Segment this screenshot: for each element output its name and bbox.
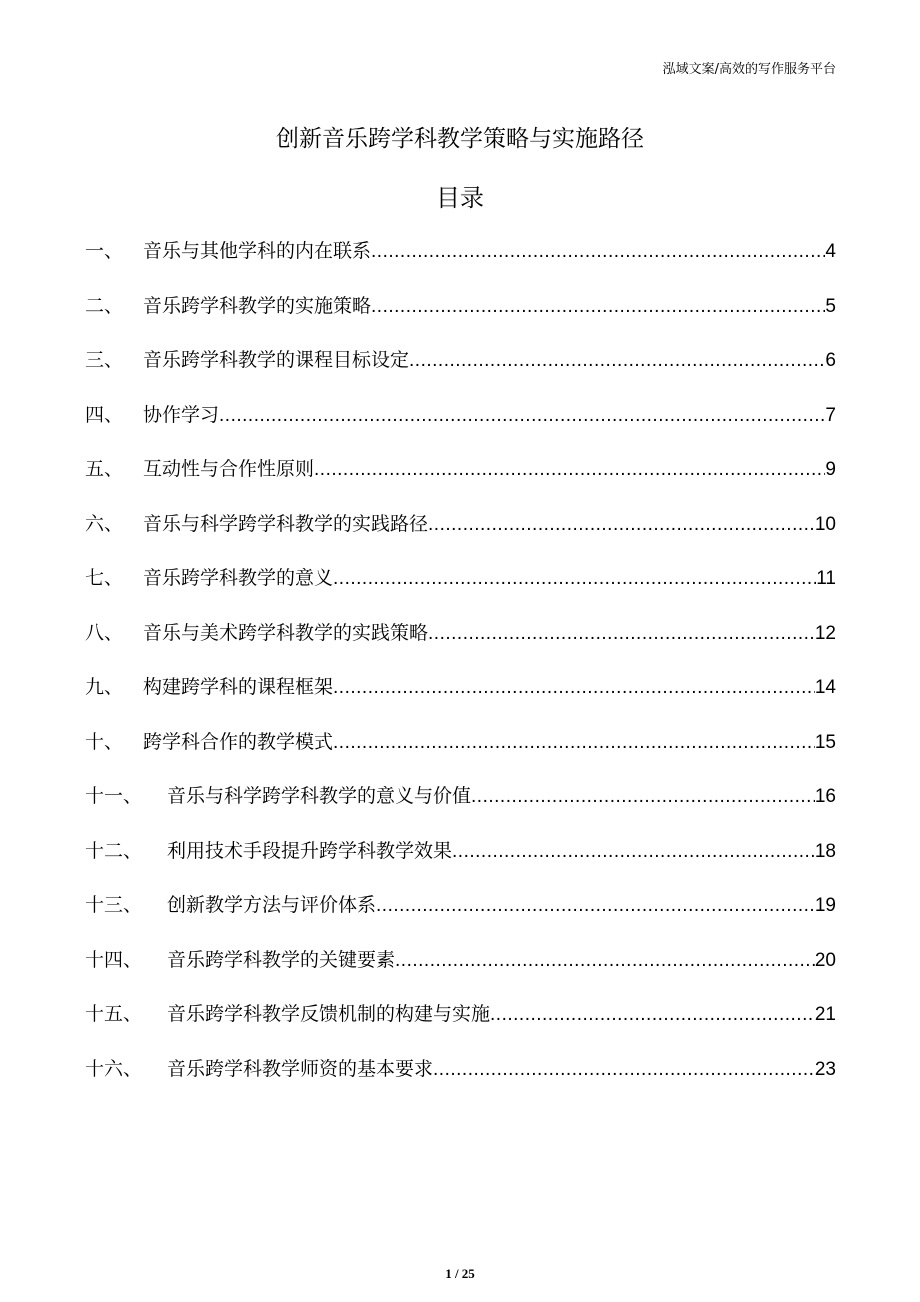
toc-entry-number: 十三、 bbox=[85, 894, 143, 916]
page-number: 1 / 25 bbox=[445, 1266, 475, 1281]
toc-leader-dots bbox=[219, 405, 825, 427]
toc-entry-title: 音乐跨学科教学反馈机制的构建与实施 bbox=[167, 1003, 491, 1025]
toc-entry[interactable] bbox=[85, 563, 836, 618]
toc-entry-page: 19 bbox=[814, 895, 836, 916]
toc-entry-number: 十二、 bbox=[85, 839, 143, 862]
toc-entry-number: 十五、 bbox=[85, 1003, 143, 1025]
toc-entry-page: 23 bbox=[814, 1058, 836, 1080]
toc-entry-title: 音乐与其他学科的内在联系 bbox=[143, 240, 372, 262]
toc-leader-dots bbox=[409, 350, 825, 372]
toc-entry-page: 10 bbox=[814, 513, 836, 535]
toc-entry[interactable] bbox=[85, 509, 836, 564]
toc-entry-number: 二、 bbox=[85, 294, 124, 317]
toc-entry[interactable] bbox=[85, 890, 836, 945]
toc-leader-dots bbox=[333, 677, 815, 699]
toc-leader-dots bbox=[490, 1004, 815, 1026]
toc-entry-title: 音乐跨学科教学的实施策略 bbox=[143, 294, 372, 317]
toc-entry-title: 跨学科合作的教学模式 bbox=[143, 730, 334, 753]
toc-leader-dots bbox=[433, 1059, 815, 1081]
toc-entry-page: 14 bbox=[814, 677, 836, 698]
toc-entry-page: 7 bbox=[825, 404, 836, 426]
toc-entry-number: 七、 bbox=[85, 567, 124, 589]
toc-entry-title: 利用技术手段提升跨学科教学效果 bbox=[167, 839, 453, 862]
toc-entry-page: 15 bbox=[814, 731, 836, 753]
toc-entry[interactable] bbox=[85, 454, 836, 509]
toc-entry[interactable] bbox=[85, 236, 836, 291]
toc-entry-number: 五、 bbox=[85, 458, 124, 480]
toc-entry-title: 音乐与科学跨学科教学的实践路径 bbox=[143, 512, 429, 535]
toc-entry-number: 六、 bbox=[85, 512, 124, 535]
toc-entry-number: 十六、 bbox=[85, 1057, 143, 1080]
toc-entry-title: 音乐跨学科教学的意义 bbox=[143, 567, 334, 589]
toc-entry-page: 20 bbox=[814, 949, 836, 971]
toc-entry[interactable] bbox=[85, 836, 836, 891]
toc-entry-number: 八、 bbox=[85, 621, 124, 644]
toc-entry[interactable] bbox=[85, 618, 836, 673]
toc-heading: 目录 bbox=[436, 184, 484, 212]
toc-entry-number: 十、 bbox=[85, 730, 124, 753]
toc-entry-page: 18 bbox=[814, 840, 836, 862]
toc-entry[interactable] bbox=[85, 400, 836, 455]
toc-entry-page: 9 bbox=[825, 459, 836, 480]
toc-entry[interactable] bbox=[85, 727, 836, 782]
toc-entry-page: 6 bbox=[825, 350, 836, 371]
toc-leader-dots bbox=[333, 568, 816, 590]
page-header: 泓域文案/高效的写作服务平台 bbox=[662, 62, 836, 77]
toc-entry-number: 三、 bbox=[85, 349, 124, 371]
toc-entry[interactable] bbox=[85, 781, 836, 836]
toc-entry-page: 4 bbox=[825, 241, 836, 262]
toc-leader-dots bbox=[314, 459, 825, 481]
toc-entry[interactable] bbox=[85, 1054, 836, 1109]
toc-leader-dots bbox=[371, 296, 825, 318]
toc-entry-page: 5 bbox=[825, 295, 836, 317]
toc-entry[interactable] bbox=[85, 345, 836, 400]
toc-entry-page: 21 bbox=[814, 1004, 836, 1025]
toc-entry-title: 音乐与美术跨学科教学的实践策略 bbox=[143, 621, 429, 644]
toc-entry[interactable] bbox=[85, 291, 836, 346]
document-title: 创新音乐跨学科教学策略与实施路径 bbox=[276, 126, 644, 152]
toc-entry-title: 音乐跨学科教学的关键要素 bbox=[167, 948, 396, 971]
toc-leader-dots bbox=[471, 786, 815, 808]
toc-entry-title: 音乐跨学科教学师资的基本要求 bbox=[167, 1057, 434, 1080]
toc-leader-dots bbox=[428, 514, 815, 536]
toc-leader-dots bbox=[333, 732, 815, 754]
toc-entry-title: 音乐与科学跨学科教学的意义与价值 bbox=[167, 785, 472, 807]
toc-leader-dots bbox=[376, 895, 815, 917]
toc-entry-number: 一、 bbox=[85, 240, 124, 262]
toc-entry[interactable] bbox=[85, 945, 836, 1000]
toc-leader-dots bbox=[452, 841, 815, 863]
toc-entry-page: 16 bbox=[814, 786, 836, 807]
toc-entry-page: 11 bbox=[816, 568, 836, 589]
toc-entry-title: 构建跨学科的课程框架 bbox=[143, 676, 334, 698]
toc-entry[interactable] bbox=[85, 672, 836, 727]
toc-entry-page: 12 bbox=[814, 622, 836, 644]
toc-entry-number: 九、 bbox=[85, 676, 124, 698]
toc-entry[interactable] bbox=[85, 999, 836, 1054]
toc-entry-title: 互动性与合作性原则 bbox=[143, 458, 315, 480]
toc-entry-title: 创新教学方法与评价体系 bbox=[167, 894, 377, 916]
toc-leader-dots bbox=[428, 623, 815, 645]
toc-entry-title: 音乐跨学科教学的课程目标设定 bbox=[143, 349, 410, 371]
toc-entry-number: 四、 bbox=[85, 403, 124, 426]
table-of-contents bbox=[85, 236, 836, 1108]
toc-leader-dots bbox=[395, 950, 815, 972]
toc-entry-number: 十四、 bbox=[85, 948, 143, 971]
toc-entry-number: 十一、 bbox=[85, 785, 143, 807]
toc-leader-dots bbox=[371, 241, 825, 263]
toc-entry-title: 协作学习 bbox=[143, 403, 220, 426]
